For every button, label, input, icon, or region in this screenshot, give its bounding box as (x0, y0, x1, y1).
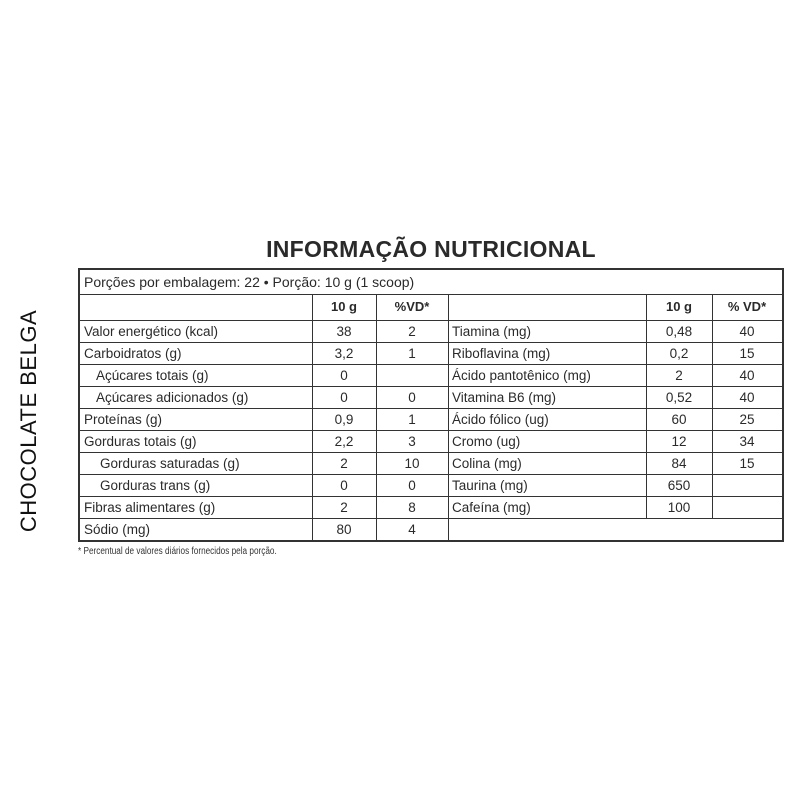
nutrient-amount: 0 (340, 390, 348, 405)
nutrient-amount: 38 (336, 324, 352, 339)
left-qty-header: 10 g (330, 299, 357, 314)
nutrient-name: Gorduras totais (g) (84, 434, 197, 449)
nutrient-name: Colina (mg) (452, 456, 522, 471)
nutrient-amount: 84 (671, 456, 687, 471)
column-divider (448, 295, 449, 541)
nutrient-name: Ácido pantotênico (mg) (452, 368, 591, 383)
nutrient-daily-value: 0 (408, 390, 416, 405)
nutrient-name: Carboidratos (g) (84, 346, 182, 361)
nutrient-name: Ácido fólico (ug) (452, 412, 549, 427)
nutrient-amount: 2,2 (334, 434, 354, 449)
nutrient-daily-value (712, 497, 782, 519)
nutrient-name: Açúcares totais (g) (96, 368, 209, 383)
nutrition-table (78, 268, 784, 542)
nutrient-amount: 0,52 (665, 390, 693, 405)
nutrient-name: Cafeína (mg) (452, 500, 531, 515)
nutrient-name: Tiamina (mg) (452, 324, 532, 339)
footnote: * Percentual de valores diários fornecidos pela porção. (78, 546, 277, 557)
nutrient-daily-value (712, 475, 782, 497)
nutrient-name: Valor energético (kcal) (84, 324, 219, 339)
nutrient-name: Açúcares adicionados (g) (96, 390, 249, 405)
nutrient-daily-value: 34 (739, 434, 755, 449)
nutrient-name: Cromo (ug) (452, 434, 521, 449)
nutrition-title: INFORMAÇÃO NUTRICIONAL (266, 236, 596, 262)
nutrient-name: Gorduras trans (g) (100, 478, 211, 493)
nutrient-amount: 2 (340, 456, 348, 471)
nutrient-daily-value: 1 (408, 346, 416, 361)
nutrient-name: Riboflavina (mg) (452, 346, 551, 361)
nutrient-daily-value: 3 (408, 434, 416, 449)
nutrient-daily-value: 8 (408, 500, 416, 515)
column-divider (712, 295, 713, 519)
nutrient-amount: 60 (671, 412, 687, 427)
nutrient-amount: 0 (340, 368, 348, 383)
nutrient-daily-value (376, 365, 448, 387)
nutrient-amount: 0 (340, 478, 348, 493)
nutrient-amount: 100 (667, 500, 691, 515)
nutrient-daily-value: 1 (408, 412, 416, 427)
left-vd-header: %VD* (394, 299, 430, 314)
nutrient-daily-value: 15 (739, 456, 755, 471)
nutrient-amount: 2 (675, 368, 683, 383)
nutrient-amount: 0,48 (665, 324, 693, 339)
column-divider (312, 295, 313, 541)
nutrient-name: Taurina (mg) (452, 478, 528, 493)
nutrient-daily-value: 15 (739, 346, 755, 361)
nutrient-daily-value: 25 (739, 412, 755, 427)
nutrient-daily-value: 0 (408, 478, 416, 493)
nutrient-name: Sódio (mg) (84, 522, 151, 537)
column-divider (376, 295, 377, 541)
nutrient-amount: 3,2 (334, 346, 354, 361)
nutrient-amount: 0,9 (334, 412, 354, 427)
nutrient-daily-value: 40 (739, 368, 755, 383)
product-flavor-text: CHOCOLATE BELGA (16, 309, 41, 533)
nutrient-name: Gorduras saturadas (g) (100, 456, 240, 471)
nutrient-daily-value: 4 (408, 522, 416, 537)
nutrient-amount: 650 (667, 478, 691, 493)
right-qty-header: 10 g (665, 299, 692, 314)
row-divider (448, 518, 782, 519)
nutrient-amount: 2 (340, 500, 348, 515)
nutrient-daily-value: 2 (408, 324, 416, 339)
nutrient-amount: 80 (336, 522, 352, 537)
nutrient-daily-value: 40 (739, 390, 755, 405)
nutrient-daily-value: 40 (739, 324, 755, 339)
nutrient-name: Fibras alimentares (g) (84, 500, 216, 515)
nutrient-amount: 12 (671, 434, 687, 449)
nutrient-amount: 0,2 (669, 346, 689, 361)
nutrient-name: Vitamina B6 (mg) (452, 390, 557, 405)
nutrition-grid (80, 295, 782, 541)
nutrient-daily-value: 10 (404, 456, 420, 471)
column-divider (646, 295, 647, 519)
right-vd-header: % VD* (727, 299, 767, 314)
portion-line: Porções por embalagem: 22 • Porção: 10 g (1 scoop) (80, 270, 782, 295)
product-flavor-label (16, 286, 41, 556)
nutrient-name: Proteínas (g) (84, 412, 163, 427)
